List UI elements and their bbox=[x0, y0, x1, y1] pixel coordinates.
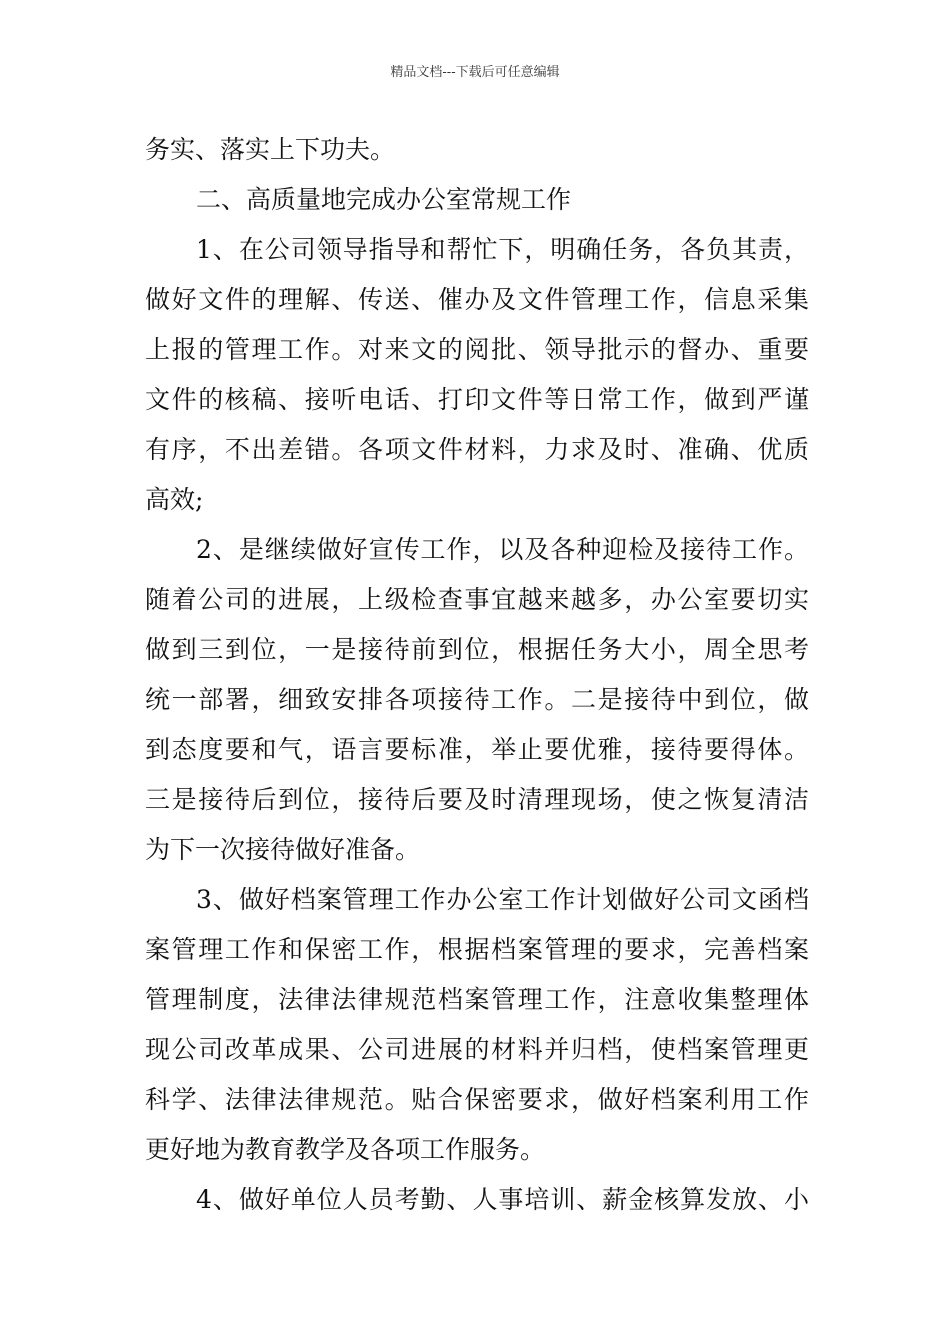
text-line: 随着公司的进展，上级检查事宜越来越多，办公室要切实 bbox=[145, 585, 809, 614]
text-line: 案管理工作和保密工作，根据档案管理的要求，完善档案 bbox=[145, 935, 809, 964]
text-line: 务实、落实上下功夫。 bbox=[145, 135, 396, 164]
text-line: 1、在公司领导指导和帮忙下，明确任务，各负其责， bbox=[196, 235, 809, 264]
text-line: 管理制度，法律法律规范档案管理工作，注意收集整理体 bbox=[145, 985, 809, 1014]
text-line: 现公司改革成果、公司进展的材料并归档，使档案管理更 bbox=[145, 1035, 809, 1064]
text-line: 三是接待后到位，接待后要及时清理现场，使之恢复清洁 bbox=[145, 785, 809, 814]
text-line: 科学、法律法律规范。贴合保密要求，做好档案利用工作 bbox=[145, 1085, 809, 1114]
document-body bbox=[145, 125, 809, 1225]
text-line: 高效; bbox=[145, 485, 204, 514]
text-line: 做到三到位，一是接待前到位，根据任务大小，周全思考 bbox=[145, 635, 809, 664]
text-line: 2、是继续做好宣传工作，以及各种迎检及接待工作。 bbox=[196, 535, 809, 564]
text-line: 统一部署，细致安排各项接待工作。二是接待中到位，做 bbox=[145, 685, 809, 714]
text-line: 为下一次接待做好准备。 bbox=[145, 835, 421, 864]
section-heading: 二、高质量地完成办公室常规工作 bbox=[196, 185, 572, 214]
text-line: 文件的核稿、接听电话、打印文件等日常工作，做到严谨 bbox=[145, 385, 809, 414]
text-line: 有序，不出差错。各项文件材料，力求及时、准确、优质 bbox=[145, 435, 809, 464]
text-line: 做好文件的理解、传送、催办及文件管理工作，信息采集 bbox=[145, 285, 809, 314]
page-header: 精品文档---下载后可任意编辑 bbox=[390, 65, 560, 80]
text-line: 4、做好单位人员考勤、人事培训、薪金核算发放、小 bbox=[196, 1185, 809, 1214]
text-line: 到态度要和气，语言要标准，举止要优雅，接待要得体。 bbox=[145, 735, 809, 764]
text-line: 3、做好档案管理工作办公室工作计划做好公司文函档 bbox=[196, 885, 809, 914]
text-line: 上报的管理工作。对来文的阅批、领导批示的督办、重要 bbox=[145, 335, 809, 364]
text-line: 更好地为教育教学及各项工作服务。 bbox=[145, 1135, 546, 1164]
